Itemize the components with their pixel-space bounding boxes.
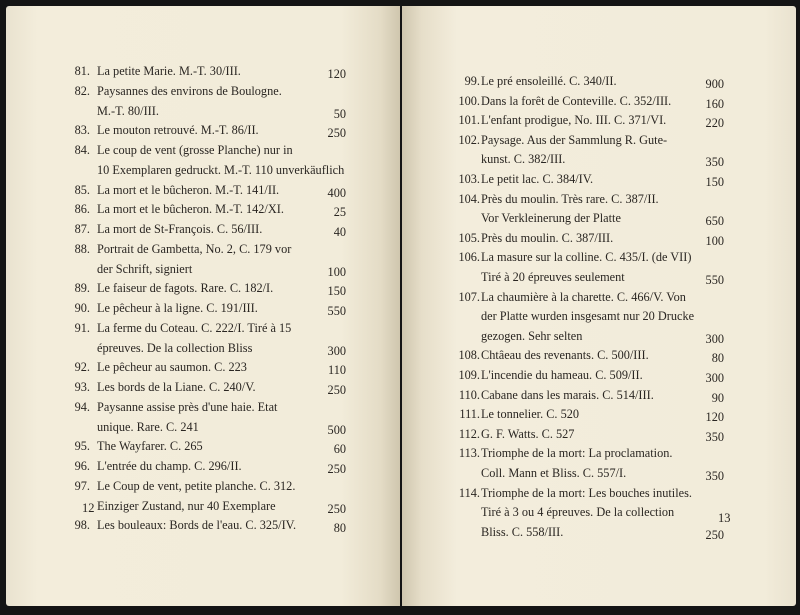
entry-description-line: der Schrift, signiert bbox=[97, 261, 193, 276]
entry-number: 95. bbox=[74, 439, 90, 454]
catalog-entry bbox=[6, 62, 400, 82]
entry-number: 104. bbox=[458, 191, 480, 206]
page-number: 13 bbox=[718, 511, 731, 525]
entry-description-line: Le pêcheur au saumon. C. 223 bbox=[97, 360, 247, 375]
entry-description-line: Le pré ensoleillé. C. 340/II. bbox=[481, 74, 617, 88]
entry-price: 60 bbox=[333, 442, 346, 457]
entry-number: 106. bbox=[458, 250, 480, 265]
catalog-entry bbox=[6, 437, 400, 457]
catalog-entry bbox=[402, 405, 796, 425]
entry-description-line: Le tonnelier. C. 520 bbox=[481, 407, 580, 422]
entry-number: 107. bbox=[458, 289, 480, 304]
entry-description-line: La ferme du Coteau. C. 222/I. Tiré à 15 bbox=[97, 320, 292, 335]
catalog-entry bbox=[6, 279, 400, 299]
entry-price: 110 bbox=[328, 363, 346, 378]
entry-number: 97. bbox=[74, 478, 90, 493]
entry-description-line: Chtâeau des revenants. C. 500/III. bbox=[481, 348, 649, 363]
entry-price: 100 bbox=[327, 264, 346, 279]
entry-price: 150 bbox=[327, 284, 346, 299]
entry-description-line: La petite Marie. M.-T. 30/III. bbox=[97, 64, 241, 78]
entry-number: 114. bbox=[458, 485, 480, 500]
entry-description-line: Le faiseur de fagots. Rare. C. 182/I. bbox=[97, 281, 274, 296]
catalog-entry bbox=[6, 398, 400, 438]
catalog-entry bbox=[6, 319, 400, 359]
catalog-entry bbox=[402, 484, 796, 543]
entry-price: 220 bbox=[705, 116, 724, 131]
catalog-entry bbox=[6, 299, 400, 319]
entry-description-line: Les bords de la Liane. C. 240/V. bbox=[97, 380, 256, 394]
right-page bbox=[402, 6, 796, 606]
entry-description-line: Portrait de Gambetta, No. 2, C. 179 vor bbox=[97, 241, 292, 256]
entry-description-line: Le coup de vent (grosse Planche) nur in bbox=[97, 143, 293, 157]
entry-number: 111. bbox=[459, 407, 480, 422]
catalog-entry bbox=[6, 200, 400, 220]
entry-description-line: L'incendie du hameau. C. 509/II. bbox=[481, 368, 643, 382]
entry-description-line: Tiré à 20 épreuves seulement bbox=[481, 269, 625, 284]
entry-price: 250 bbox=[327, 462, 346, 476]
entry-description-line: La chaumière à la charette. C. 466/V. Von bbox=[481, 289, 686, 304]
entry-description-line: Triomphe de la mort: Les bouches inutiles. bbox=[481, 485, 692, 500]
entry-number: 90. bbox=[74, 301, 90, 315]
entry-description-line: Triomphe de la mort: La proclamation. bbox=[481, 446, 673, 461]
entry-description-line: La mort de St-François. C. 56/III. bbox=[97, 222, 263, 236]
entry-description-line: Tiré à 3 ou 4 épreuves. De la collection bbox=[481, 505, 675, 520]
entry-number: 108. bbox=[458, 348, 480, 363]
catalog-entry bbox=[402, 386, 796, 406]
catalog-entry bbox=[6, 181, 400, 201]
entry-price: 650 bbox=[705, 214, 724, 229]
entry-number: 98. bbox=[74, 518, 90, 533]
catalog-entry bbox=[6, 82, 400, 122]
entry-description-line: The Wayfarer. C. 265 bbox=[97, 439, 203, 454]
entry-price: 25 bbox=[333, 205, 346, 220]
entry-description-line: Vor Verkleinerung der Platte bbox=[481, 211, 621, 226]
entry-number: 87. bbox=[74, 222, 90, 236]
entry-price: 120 bbox=[327, 67, 346, 81]
entry-number: 89. bbox=[74, 281, 90, 296]
entry-number: 113. bbox=[458, 446, 480, 461]
entry-number: 99. bbox=[464, 74, 480, 88]
catalog-entry bbox=[6, 240, 400, 280]
catalog-entry bbox=[402, 92, 796, 112]
entry-price: 250 bbox=[327, 126, 346, 141]
entry-number: 102. bbox=[458, 132, 480, 147]
entry-price: 100 bbox=[705, 233, 724, 248]
catalog-entry bbox=[6, 141, 400, 181]
catalog-entry bbox=[402, 444, 796, 483]
catalog-entry bbox=[402, 190, 796, 229]
entry-price: 400 bbox=[327, 185, 346, 200]
catalog-entry bbox=[402, 425, 796, 445]
catalog-entry bbox=[6, 358, 400, 378]
entry-price: 300 bbox=[327, 343, 346, 358]
entry-description-line: 10 Exemplaren gedruckt. M.-T. 110 unverkäuflich bbox=[97, 162, 345, 177]
catalog-entry bbox=[6, 516, 400, 536]
entry-description-line: gezogen. Sehr selten bbox=[481, 328, 583, 343]
entry-description-line: Einziger Zustand, nur 40 Exemplare bbox=[97, 498, 276, 513]
entry-description-line: La mort et le bûcheron. M.-T. 141/II. bbox=[97, 182, 280, 197]
entry-number: 85. bbox=[74, 182, 90, 197]
entry-number: 83. bbox=[74, 123, 90, 138]
entry-number: 103. bbox=[458, 172, 480, 186]
entry-description-line: épreuves. De la collection Bliss bbox=[97, 340, 253, 355]
entry-description-line: Le pêcheur à la ligne. C. 191/III. bbox=[97, 301, 258, 315]
entry-price: 350 bbox=[705, 429, 724, 444]
entry-number: 109. bbox=[458, 368, 480, 382]
catalog-entry bbox=[402, 170, 796, 190]
entry-description-line: Paysannes des environs de Boulogne. bbox=[97, 83, 282, 98]
page-number: 12 bbox=[82, 501, 95, 515]
entry-description-line: La masure sur la colline. C. 435/I. (de VII) bbox=[481, 250, 692, 265]
entry-description-line: Paysage. Aus der Sammlung R. Gute- bbox=[481, 132, 668, 147]
catalog-entry bbox=[402, 111, 796, 131]
entry-description-line: Dans la forêt de Conteville. C. 352/III. bbox=[481, 93, 672, 108]
entry-description-line: Le petit lac. C. 384/IV. bbox=[481, 172, 594, 186]
entry-number: 88. bbox=[74, 241, 90, 256]
entry-description-line: G. F. Watts. C. 527 bbox=[481, 426, 575, 441]
entry-price: 120 bbox=[705, 410, 724, 425]
entry-price: 250 bbox=[327, 501, 346, 516]
catalog-entry bbox=[402, 72, 796, 92]
entry-description-line: der Platte wurden insgesamt nur 20 Drucke bbox=[481, 309, 695, 324]
entry-price: 300 bbox=[705, 331, 724, 346]
catalog-entry bbox=[6, 477, 400, 517]
entry-description-line: Près du moulin. C. 387/III. bbox=[481, 230, 614, 245]
entry-description-line: Le Coup de vent, petite planche. C. 312. bbox=[97, 478, 296, 493]
entry-number: 105. bbox=[458, 230, 480, 245]
entry-number: 112. bbox=[458, 426, 480, 441]
entry-price: 350 bbox=[705, 468, 724, 483]
entry-price: 160 bbox=[705, 96, 724, 111]
entry-number: 93. bbox=[74, 380, 90, 394]
catalog-entry bbox=[6, 378, 400, 398]
entry-price: 350 bbox=[705, 155, 724, 170]
catalog-entry bbox=[402, 229, 796, 249]
entry-description-line: Les bouleaux: Bords de l'eau. C. 325/IV. bbox=[97, 518, 297, 533]
catalog-entry bbox=[6, 220, 400, 240]
entry-number: 81. bbox=[74, 64, 90, 78]
entry-number: 86. bbox=[74, 202, 90, 217]
left-page bbox=[6, 6, 400, 606]
entry-number: 100. bbox=[458, 93, 480, 108]
entry-description-line: Près du moulin. Très rare. C. 387/II. bbox=[481, 191, 659, 206]
entry-description-line: Coll. Mann et Bliss. C. 557/I. bbox=[481, 465, 627, 480]
entry-number: 82. bbox=[74, 83, 90, 98]
entry-description-line: M.-T. 80/III. bbox=[97, 103, 159, 118]
entry-price: 250 bbox=[327, 383, 346, 397]
entry-number: 96. bbox=[74, 459, 90, 473]
catalog-entry bbox=[402, 366, 796, 386]
entry-description-line: Bliss. C. 558/III. bbox=[481, 524, 564, 539]
catalog-entry bbox=[402, 346, 796, 366]
entry-price: 550 bbox=[705, 272, 724, 287]
entry-number: 92. bbox=[74, 360, 90, 375]
entry-description-line: Paysanne assise près d'une haie. Etat bbox=[97, 399, 278, 414]
catalog-entry bbox=[402, 131, 796, 170]
entry-description-line: Le mouton retrouvé. M.-T. 86/II. bbox=[97, 123, 259, 138]
entry-description-line: unique. Rare. C. 241 bbox=[97, 419, 199, 434]
entry-description-line: Cabane dans les marais. C. 514/III. bbox=[481, 387, 654, 402]
entry-price: 550 bbox=[327, 304, 346, 318]
catalog-entry bbox=[6, 121, 400, 141]
entry-price: 50 bbox=[333, 106, 346, 121]
entry-price: 40 bbox=[333, 225, 346, 239]
entry-description-line: La mort et le bûcheron. M.-T. 142/XI. bbox=[97, 202, 284, 217]
entry-price: 500 bbox=[327, 422, 346, 437]
entry-number: 91. bbox=[74, 320, 90, 335]
entry-description-line: L'entrée du champ. C. 296/II. bbox=[97, 459, 242, 473]
entry-price: 90 bbox=[711, 390, 724, 405]
entry-number: 101. bbox=[458, 113, 480, 128]
catalog-entry bbox=[6, 457, 400, 477]
entry-description-line: kunst. C. 382/III. bbox=[481, 152, 566, 167]
entry-price: 80 bbox=[711, 351, 724, 366]
catalog-entry bbox=[402, 248, 796, 287]
entry-price: 250 bbox=[705, 527, 724, 542]
entry-number: 84. bbox=[74, 143, 90, 157]
catalog-entry bbox=[402, 288, 796, 347]
entry-price: 150 bbox=[705, 175, 724, 189]
entry-price: 80 bbox=[333, 521, 346, 536]
entry-number: 110. bbox=[458, 387, 480, 402]
entry-number: 94. bbox=[74, 399, 90, 414]
entry-price: 900 bbox=[705, 77, 724, 91]
entry-description-line: L'enfant prodigue, No. III. C. 371/VI. bbox=[481, 113, 667, 128]
entry-price: 300 bbox=[705, 371, 724, 385]
